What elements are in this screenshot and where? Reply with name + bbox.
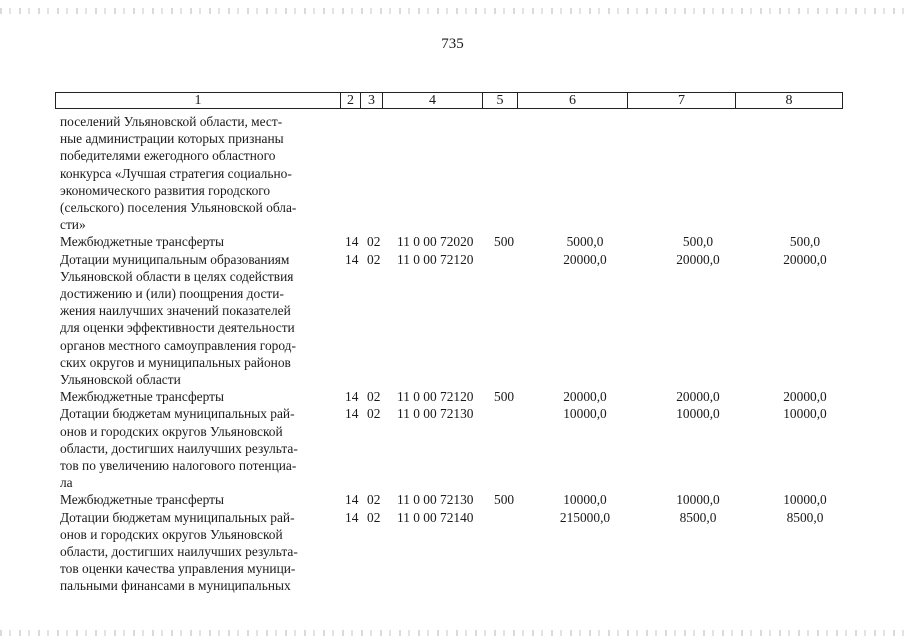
column-header-7: 7	[628, 93, 736, 108]
scan-edge-top	[0, 8, 905, 14]
row-section: 14	[345, 389, 359, 405]
row-section: 14	[345, 492, 359, 508]
table-row	[60, 405, 850, 491]
row-section: 14	[345, 251, 359, 267]
row-amount-year-3: 10000,0	[783, 406, 827, 422]
row-amount-year-3: 8500,0	[786, 509, 824, 525]
row-description: Межбюджетные трансферты	[60, 389, 224, 405]
row-amount-year-3: 20000,0	[783, 389, 827, 405]
row-description: Межбюджетные трансферты	[60, 492, 224, 508]
column-header-2: 2	[341, 93, 361, 108]
row-target-article: 11 0 00 72130	[397, 406, 474, 422]
row-subsection: 02	[367, 389, 381, 405]
row-subsection: 02	[367, 492, 381, 508]
row-amount-year-2: 8500,0	[679, 509, 717, 525]
column-header-3: 3	[361, 93, 383, 108]
row-amount-year-1: 215000,0	[559, 509, 611, 525]
table-row	[60, 388, 850, 405]
row-subsection: 02	[367, 251, 381, 267]
row-section: 14	[345, 234, 359, 250]
row-amount-year-1: 20000,0	[563, 389, 607, 405]
row-description: Дотации бюджетам муниципальных рай- онов и городских округов Ульяновской области, достигших наилучших результа- тов оценки качества управления муници- пальными финансами в муниципальных	[60, 509, 298, 594]
row-amount-year-2: 10000,0	[676, 406, 720, 422]
column-header-4: 4	[383, 93, 483, 108]
column-header-5: 5	[483, 93, 518, 108]
row-target-article: 11 0 00 72140	[397, 509, 474, 525]
row-amount-year-1: 5000,0	[566, 234, 604, 250]
row-expense-type: 500	[494, 492, 515, 508]
table-row	[60, 509, 850, 595]
row-target-article: 11 0 00 72120	[397, 251, 474, 267]
row-description: поселений Ульяновской области, мест- ные администрации которых признаны победителями ежегодного областного конкурса «Лучшая стратегия социально- экономического развития городского (сельского) поселения Ульяновской обла- сти»	[60, 114, 297, 233]
table-row	[60, 113, 850, 233]
row-target-article: 11 0 00 72130	[397, 492, 474, 508]
row-amount-year-2: 20000,0	[676, 251, 720, 267]
row-expense-type: 500	[494, 389, 515, 405]
row-amount-year-3: 10000,0	[783, 492, 827, 508]
table-row	[60, 251, 850, 389]
row-section: 14	[345, 509, 359, 525]
row-amount-year-3: 20000,0	[783, 251, 827, 267]
row-amount-year-2: 10000,0	[676, 492, 720, 508]
row-amount-year-3: 500,0	[789, 234, 821, 250]
table-row	[60, 233, 850, 250]
row-subsection: 02	[367, 406, 381, 422]
row-amount-year-1: 10000,0	[563, 406, 607, 422]
column-header-1: 1	[56, 93, 341, 108]
row-description: Дотации муниципальным образованиям Ульяновской области в целях содействия достижению и (или) поощрения дости- жения наилучших значений показателей для оценки эффективности деятельности органов местного самоуправления город- ских округов и муниципальных районов Ульяновской области	[60, 251, 296, 388]
row-amount-year-2: 500,0	[682, 234, 714, 250]
row-amount-year-2: 20000,0	[676, 389, 720, 405]
row-target-article: 11 0 00 72020	[397, 234, 474, 250]
row-subsection: 02	[367, 509, 381, 525]
row-description: Дотации бюджетам муниципальных рай- онов и городских округов Ульяновской области, достигших наилучших результа- тов по увеличению налогового потенциа- ла	[60, 406, 298, 491]
table-row	[60, 491, 850, 508]
row-target-article: 11 0 00 72120	[397, 389, 474, 405]
row-description: Межбюджетные трансферты	[60, 234, 224, 250]
row-expense-type: 500	[494, 234, 515, 250]
row-section: 14	[345, 406, 359, 422]
row-amount-year-1: 10000,0	[563, 492, 607, 508]
table-header	[55, 92, 843, 109]
page-number: 735	[441, 36, 464, 52]
row-amount-year-1: 20000,0	[563, 251, 607, 267]
column-header-6: 6	[518, 93, 628, 108]
column-header-8: 8	[785, 93, 793, 108]
row-subsection: 02	[367, 234, 381, 250]
table-body	[60, 113, 850, 595]
scan-edge-bottom	[0, 630, 905, 636]
